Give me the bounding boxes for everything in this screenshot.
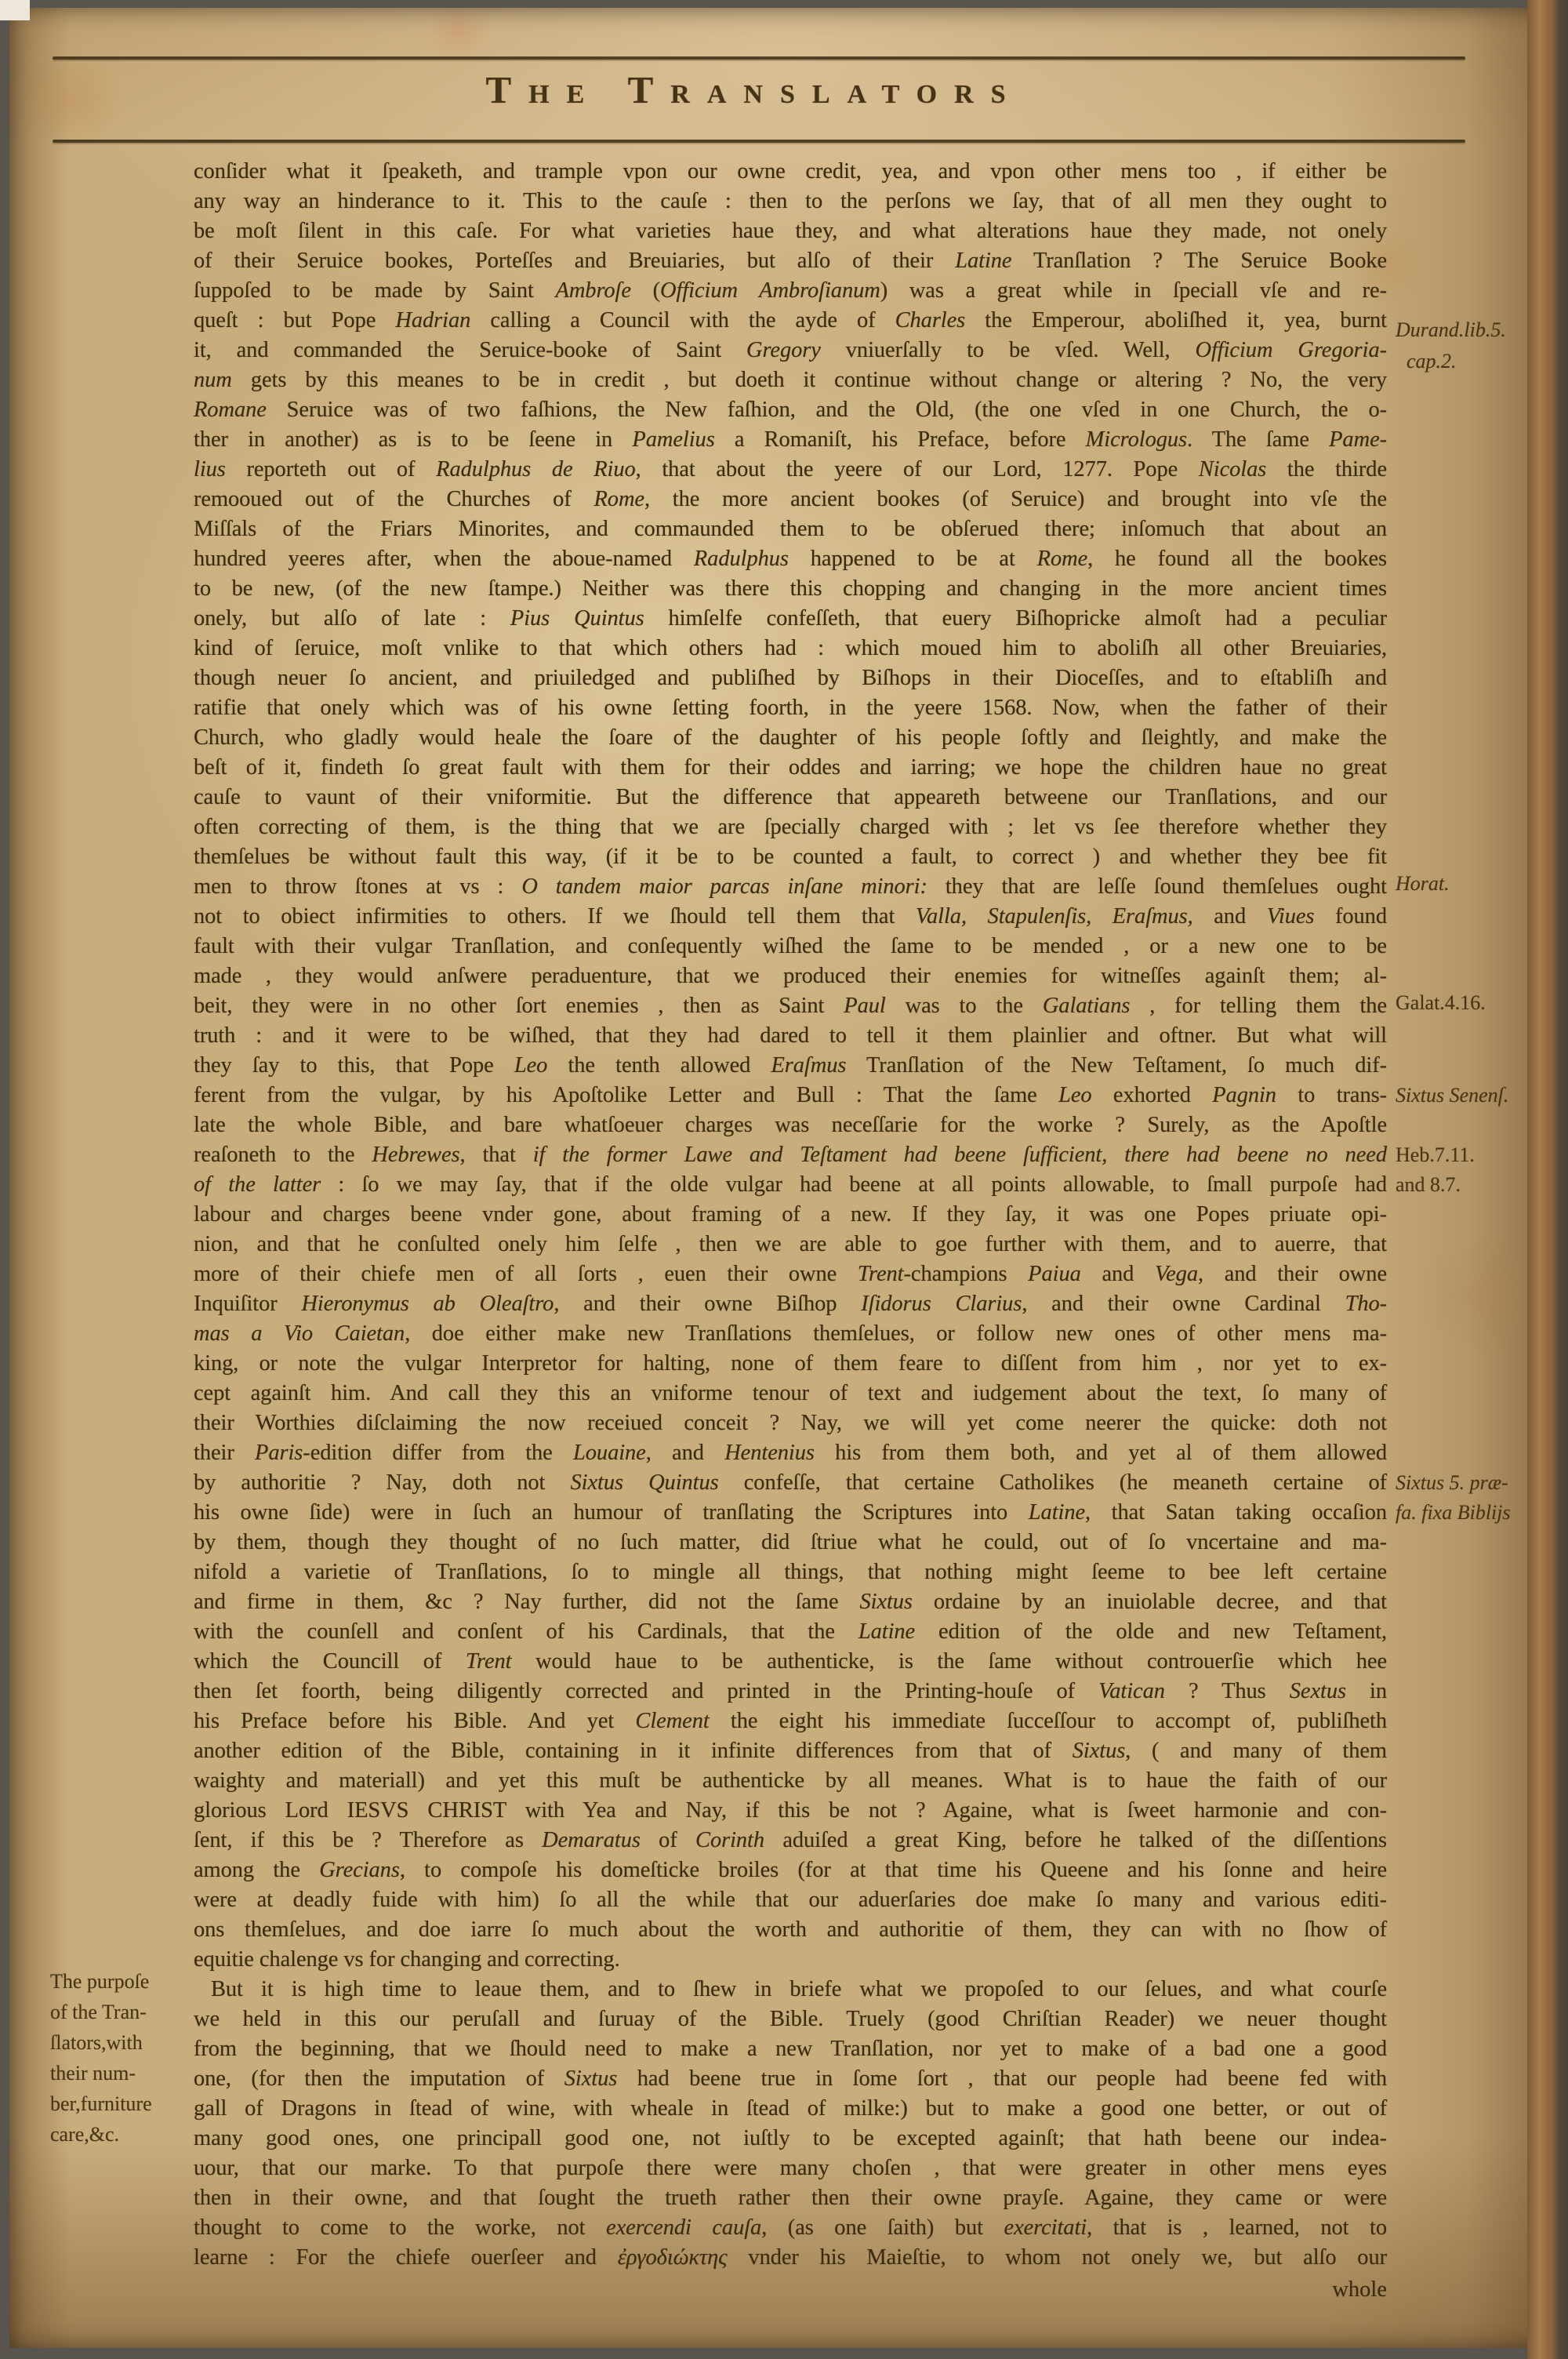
margin-note-durand-line2: cap.2.	[1406, 350, 1457, 373]
text-line: conſider what it ſpeaketh, and trample vpon our owne credit, yea, and vpon other mens too , if either be	[194, 159, 1387, 184]
text-line: with the counſell and conſent of his Cardinals, that the Latine edition of the olde and new Teſtament,	[194, 1619, 1387, 1644]
text-line: ther in another) as is to be ſeene in Pamelius a Romaniſt, his Preface, before Micrologus. The ſame Pame-	[194, 427, 1388, 452]
text-line: cept againſt him. And call they this an vniforme tenour of text and iudgement about the text, ſo many of	[194, 1381, 1387, 1405]
text-line: fault with their vulgar Tranſlation, and conſequently wiſhed the ſame to be mended , or a new one to be	[194, 934, 1387, 958]
text-line: nion, and that he conſulted onely him ſelfe , then we are able to goe further with them, and to auerre, that	[194, 1232, 1387, 1256]
text-line: more of their chiefe men of all ſorts , euen their owne Trent-champions Paiua and Vega, and their owne	[194, 1262, 1387, 1286]
text-line: were at deadly fuide with him) ſo all the while that our aduerſaries doe make ſo many and various editi-	[194, 1888, 1387, 1912]
margin-note-purpose-line: of the Tran-	[50, 2001, 147, 2023]
text-line: king, or note the vulgar Interpretor for halting, none of them feare to diſſent from him , nor yet to ex-	[194, 1351, 1387, 1376]
text-line: Miſſals of the Friars Minorites, and commaunded them to be obſerued there; inſomuch that about an	[194, 517, 1387, 541]
text-line: though neuer ſo ancient, and priuiledged and publiſhed by Biſhops in their Dioceſſes, and to eſtabliſh and	[194, 666, 1387, 690]
catchword: whole	[1332, 2277, 1387, 2302]
margin-note-purpose-line: care,&c.	[50, 2123, 120, 2146]
text-line: many good ones, one principall good one, not iuſtly to be excepted againſt; that hath beene our indea-	[194, 2126, 1387, 2150]
margin-note-purpose-line: The purpoſe	[50, 1970, 150, 1993]
text-line: their Worthies diſclaiming the now receiued conceit ? Nay, we will yet come neerer the quicke: doth not	[194, 1411, 1387, 1435]
text-line: often correcting of them, is the thing that we are ſpecially charged with ; let vs ſee therefore whether they	[194, 815, 1387, 839]
text-line: learne : For the chiefe ouerſeer and ἐργοδιώκτης vnder his Maieſtie, to whom not onely we, but alſo our	[194, 2245, 1387, 2270]
header-rule-bottom	[53, 140, 1465, 143]
margin-note-durand-line1: Durand.lib.5.	[1396, 318, 1506, 341]
text-line: themſelues be without fault this way, (if it be to be counted a fault, to correct ) and whether they bee fit	[194, 845, 1387, 869]
text-line: of their Seruice bookes, Porteſſes and Breuiaries, but alſo of their Latine Tranſlation ? The Seruice Booke	[194, 249, 1387, 273]
text-line: lius reporteth out of Radulphus de Riuo, that about the yeere of our Lord, 1277. Pope Nicolas the thirde	[194, 457, 1387, 482]
text-line: from the beginning, that we ſhould need to make a new Tranſlation, nor yet to make of a bad one a good	[194, 2037, 1387, 2061]
text-line: ſuppoſed to be made by Saint Ambroſe (Officium Ambroſianum) was a great while in ſpeciall vſe and re-	[194, 278, 1388, 303]
margin-note-sixtus5-line1: Sixtus 5. præ-	[1396, 1471, 1508, 1494]
text-line: gall of Dragons in ſtead of wine, with wheale in ſtead of milke:) but to make a good one better, or out of	[194, 2096, 1387, 2121]
margin-note-sixtus5-line2: fa. fixa Biblijs	[1396, 1501, 1511, 1524]
text-line: their Paris-edition differ from the Louaine, and Hentenius his from them both, and yet al of them allowed	[194, 1441, 1388, 1465]
page	[9, 8, 1560, 2348]
margin-note-hebrews-line1: Heb.7.11.	[1396, 1143, 1475, 1166]
text-line: Church, who gladly would heale the ſoare of the daughter of his people ſoftly and ſleightly, and make the	[194, 725, 1387, 750]
text-line: not to obiect infirmities to others. If we ſhould tell them that Valla, Stapulenſis, Eraſmus, and Viues found	[194, 904, 1387, 929]
text-line: kind of ſeruice, moſt vnlike to that which others had : which moued him to aboliſh all other Breuiaries,	[194, 636, 1387, 660]
text-line: which the Councill of Trent would haue to be authenticke, is the ſame without controuerſie which hee	[194, 1649, 1387, 1674]
text-line: his owne ſide) were in ſuch an humour of tranſlating the Scriptures into Latine, that Satan taking occaſion	[194, 1500, 1388, 1525]
text-line: they ſay to this, that Pope Leo the tenth allowed Eraſmus Tranſlation of the New Teſtament, ſo much dif-	[194, 1053, 1387, 1078]
text-line: of the latter : ſo we may ſay, that if the olde vulgar had beene at all points allowable, to ſmall purpoſe had	[194, 1172, 1387, 1197]
text-line: But it is high time to leaue them, and to ſhew in briefe what we propoſed to our ſelues, and what courſe	[211, 1977, 1387, 2001]
photo-corner-notch	[0, 0, 30, 20]
text-line: made , they would anſwere peraduenture, that we produced their enemies for witneſſes againſt them; al-	[194, 964, 1387, 988]
text-line: truth : and it were to be wiſhed, that they had dared to tell it them plainlier and oftner. But what will	[194, 1023, 1387, 1048]
text-line: Romane Seruice was of two faſhions, the New faſhion, and the Old, (the one vſed in one Church, the o-	[194, 398, 1387, 422]
text-line: and firme in them, &c ? Nay further, did not the ſame Sixtus ordaine by an inuiolable decree, and that	[194, 1590, 1388, 1614]
text-line: hundred yeeres after, when the aboue-named Radulphus happened to be at Rome, he found all the bookes	[194, 547, 1387, 571]
margin-note-hebrews-line2: and 8.7.	[1396, 1173, 1461, 1196]
margin-note-purpose-line: their num-	[50, 2062, 136, 2085]
text-line: queſt : but Pope Hadrian calling a Council with the ayde of Charles the Emperour, aboliſhed it, yea, burnt	[194, 308, 1387, 333]
text-line: nifold a varietie of Tranſlations, ſo to mingle all things, that nothing might ſeeme to bee left certaine	[194, 1560, 1387, 1584]
margin-note-purpose-line: ber,furniture	[50, 2092, 152, 2115]
text-line: we held in this our peruſall and ſuruay of the Bible. Truely (good Chriſtian Reader) we neuer thought	[194, 2007, 1387, 2031]
margin-note-horat: Horat.	[1396, 872, 1450, 895]
text-line: be moſt ſilent in this caſe. For what varieties haue they, and what alterations haue they made, not onely	[194, 219, 1387, 243]
header-rule-top	[53, 56, 1465, 60]
text-line: glorious Lord IESVS CHRIST with Yea and Nay, if this be not ? Againe, what is ſweet harmonie and con-	[194, 1798, 1387, 1823]
text-line: ratifie that onely which was of his owne ſetting foorth, in the yeere 1568. Now, when the father of their	[194, 696, 1387, 720]
text-line: mas a Vio Caietan, doe either make new Tranſlations themſelues, or follow new ones of other mens ma-	[194, 1321, 1387, 1346]
book-page-edges	[1527, 0, 1568, 2359]
margin-note-galatians: Galat.4.16.	[1396, 991, 1486, 1014]
text-line: reaſoneth to the Hebrewes, that if the former Lawe and Teſtament had beene ſufficient, there had beene no need	[194, 1143, 1387, 1167]
text-line: Inquiſitor Hieronymus ab Oleaſtro, and their owne Biſhop Iſidorus Clarius, and their owne Cardinal Tho-	[194, 1292, 1388, 1316]
text-line: ons themſelues, and doe iarre ſo much about the worth and authoritie of them, they can with no ſhow of	[194, 1917, 1387, 1942]
text-line: among the Grecians, to compoſe his domeſticke broiles (for at that time his Queene and his ſonne and heire	[194, 1858, 1388, 1882]
text-line: equitie chalenge vs for changing and correcting.	[194, 1947, 620, 1972]
text-line: any way an hinderance to it. This to the cauſe : then to the perſons we ſay, that of all men they ought to	[194, 189, 1387, 213]
text-line: uour, that our marke. To that purpoſe there were many choſen , that were greater in other mens eyes	[194, 2156, 1387, 2180]
text-line: by them, though they thought of no ſuch matter, did ſtriue what he could, out of ſo vncertaine and ma-	[194, 1530, 1387, 1554]
text-line: thought to come to the worke, not exercendi cauſa, (as one ſaith) but exercitati, that is , learned, not to	[194, 2215, 1387, 2240]
text-line: late the whole Bible, and bare whatſoeuer charges was neceſſarie for the worke ? Surely, as the Apoſtle	[194, 1113, 1387, 1137]
margin-note-purpose	[50, 1966, 191, 2150]
text-line: remooued out of the Churches of Rome, the more ancient bookes (of Seruice) and brought into vſe the	[194, 487, 1387, 511]
text-line: labour and charges beene vnder gone, about framing of a new. If they ſay, it was one Popes priuate opi-	[194, 1202, 1387, 1227]
text-line: then in their owne, and that ſought the trueth rather then their owne prayſe. Againe, they came or were	[194, 2186, 1387, 2210]
text-line: beit, they were in no other ſort enemies , then as Saint Paul was to the Galatians , for telling them the	[194, 994, 1388, 1018]
text-line: cauſe to vaunt of their vniformitie. But the difference that appeareth betweene our Tranſlations, and our	[194, 785, 1387, 809]
text-line: to be new, (of the new ſtampe.) Neither was there this chopping and changing in the more ancient times	[194, 576, 1387, 601]
text-line: men to throw ſtones at vs : O tandem maior parcas inſane minori: they that are leſſe ſound themſelues ought	[194, 874, 1388, 899]
body-text	[194, 157, 1387, 2273]
text-line: waighty and materiall) and yet this muſt be authenticke by all meanes. What is to haue the faith of our	[194, 1768, 1387, 1793]
margin-note-purpose-line: ſlators,with	[50, 2031, 143, 2054]
text-line: by authoritie ? Nay, doth not Sixtus Quintus confeſſe, that certaine Catholikes (he meaneth certaine of	[194, 1470, 1387, 1495]
text-line: ſent, if this be ? Therefore as Demaratus of Corinth aduiſed a great King, before he talked of the diſſentions	[194, 1828, 1388, 1852]
text-line: beſt of it, findeth ſo great fault with them for their oddes and iarring; we hope the children haue no great	[194, 755, 1387, 780]
page-title: The Translators	[485, 68, 1023, 111]
text-line: num gets by this meanes to be in credit , but doeth it continue without change or altering ? No, the very	[194, 368, 1387, 392]
text-line: ferent from the vulgar, by his Apoſtolike Letter and Bull : That the ſame Leo exhorted Pagnin to trans-	[194, 1083, 1388, 1107]
margin-note-sixtus-senensis: Sixtus Senenſ.	[1396, 1084, 1509, 1107]
text-line: then ſet foorth, being diligently corrected and printed in the Printing-houſe of Vatican ? Thus Sextus in	[194, 1679, 1388, 1703]
text-line: onely, but alſo of late : Pius Quintus himſelfe confeſſeth, that euery Biſhopricke almoſt had a peculiar	[194, 606, 1387, 631]
text-line: one, (for then the imputation of Sixtus had beene true in ſome ſort , that our people had beene fed with	[194, 2066, 1387, 2091]
text-line: another edition of the Bible, containing in it infinite differences from that of Sixtus, ( and many of them	[194, 1739, 1388, 1763]
text-line: it, and commanded the Seruice-booke of Saint Gregory vniuerſally to be vſed. Well, Officium Gregoria-	[194, 338, 1388, 362]
text-line: his Preface before his Bible. And yet Clement the eight his immediate ſucceſſour to accompt of, publiſheth	[194, 1709, 1387, 1733]
